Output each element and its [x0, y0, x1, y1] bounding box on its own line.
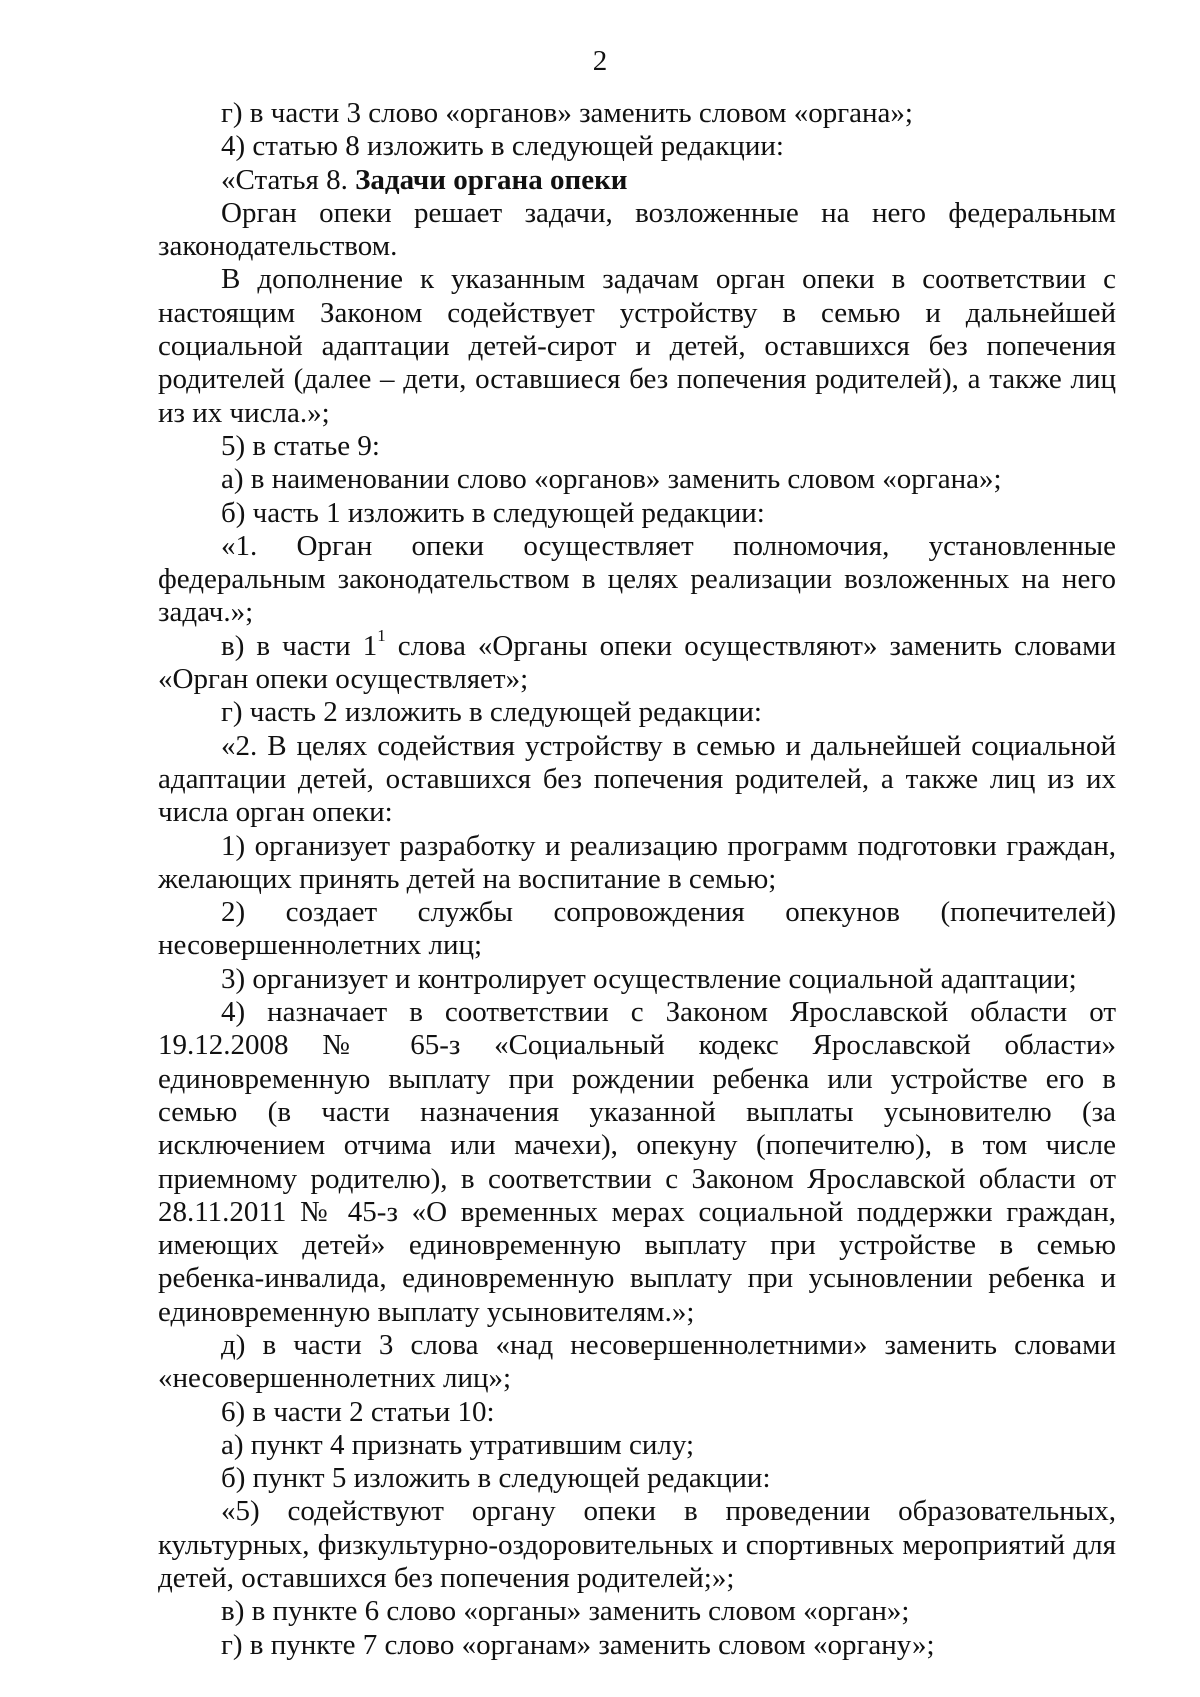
paragraph: В дополнение к указанным задачам орган опеки в соответствии с настоящим Законом содействует устройству в семью и дальнейшей социальной адаптации детей-сирот и детей, оставшихся без попечения родителей (далее – дети, оставшиеся без попечения родителей), а также лиц из их числа.»; [158, 263, 1116, 429]
paragraph: 6) в части 2 статьи 10: [221, 1395, 495, 1428]
paragraph: б) часть 1 изложить в следующей редакции: [221, 496, 765, 529]
article-heading-title: Задачи органа опеки [355, 163, 628, 196]
document-body [158, 97, 1116, 1662]
paragraph: 4) статью 8 изложить в следующей редакции: [221, 130, 784, 163]
paragraph: в) в пункте 6 слово «органы» заменить словом «орган»; [221, 1595, 910, 1628]
paragraph: «2. В целях содействия устройству в семью и дальнейшей социальной адаптации детей, оставшихся без попечения родителей, а также лиц из их числа орган опеки: [158, 729, 1116, 829]
paragraph: а) пункт 4 признать утратившим силу; [221, 1428, 695, 1461]
paragraph-part: в) в части 1 [221, 629, 378, 662]
paragraph: Орган опеки решает задачи, возложенные на него федеральным законодательством. [158, 196, 1116, 263]
paragraph: 5) в статье 9: [221, 429, 380, 462]
paragraph: 4) назначает в соответствии с Законом Ярославской области от 19.12.2008 № 65-з «Социальный кодекс Ярославской области» единовременную выплату при рождении ребенка или устройстве его в семью (в части назначения указанной выплаты усыновителю (за исключением отчима или мачехи), опекуну (попечителю), в том числе приемному родителю), в соответствии с Законом Ярославской области от 28.11.2011 № 45-з «О временных мерах социальной поддержки граждан, имеющих детей» единовременную выплату при устройстве в семью ребенка-инвалида, единовременную выплату при усыновлении ребенка и единовременную выплату усыновителям.»; [158, 996, 1116, 1328]
paragraph: 2) создает службы сопровождения опекунов (попечителей) несовершеннолетних лиц; [158, 896, 1116, 962]
paragraph: а) в наименовании слово «органов» заменить словом «органа»; [221, 463, 1002, 496]
article-heading-prefix: «Статья 8. [221, 163, 356, 196]
paragraph: «5) содействуют органу опеки в проведении образовательных, культурных, физкультурно-оздоровительных и спортивных мероприятий для детей, оставшихся без попечения родителей;»; [158, 1495, 1116, 1595]
paragraph-part: слова «Органы опеки осуществляют» заменить словами «Орган опеки осуществляет»; [158, 629, 1116, 696]
paragraph: 3) организует и контролирует осуществление социальной адаптации; [221, 962, 1077, 995]
page-number: 2 [592, 45, 608, 77]
paragraph: б) пункт 5 изложить в следующей редакции: [221, 1462, 771, 1495]
article-heading [158, 164, 1116, 197]
paragraph [158, 625, 1116, 697]
superscript: 1 [377, 625, 386, 645]
paragraph: 1) организует разработку и реализацию программ подготовки граждан, желающих принять детей на воспитание в семью; [158, 829, 1116, 895]
paragraph: г) в пункте 7 слово «органам» заменить словом «органу»; [221, 1628, 935, 1661]
paragraph: г) в части 3 слово «органов» заменить словом «органа»; [221, 97, 913, 129]
paragraph: «1. Орган опеки осуществляет полномочия, установленные федеральным законодательством в целях реализации возложенных на него задач.»; [158, 529, 1116, 629]
paragraph: д) в части 3 слова «над несовершеннолетними» заменить словами «несовершеннолетних лиц»; [158, 1328, 1116, 1395]
paragraph: г) часть 2 изложить в следующей редакции: [221, 696, 762, 729]
